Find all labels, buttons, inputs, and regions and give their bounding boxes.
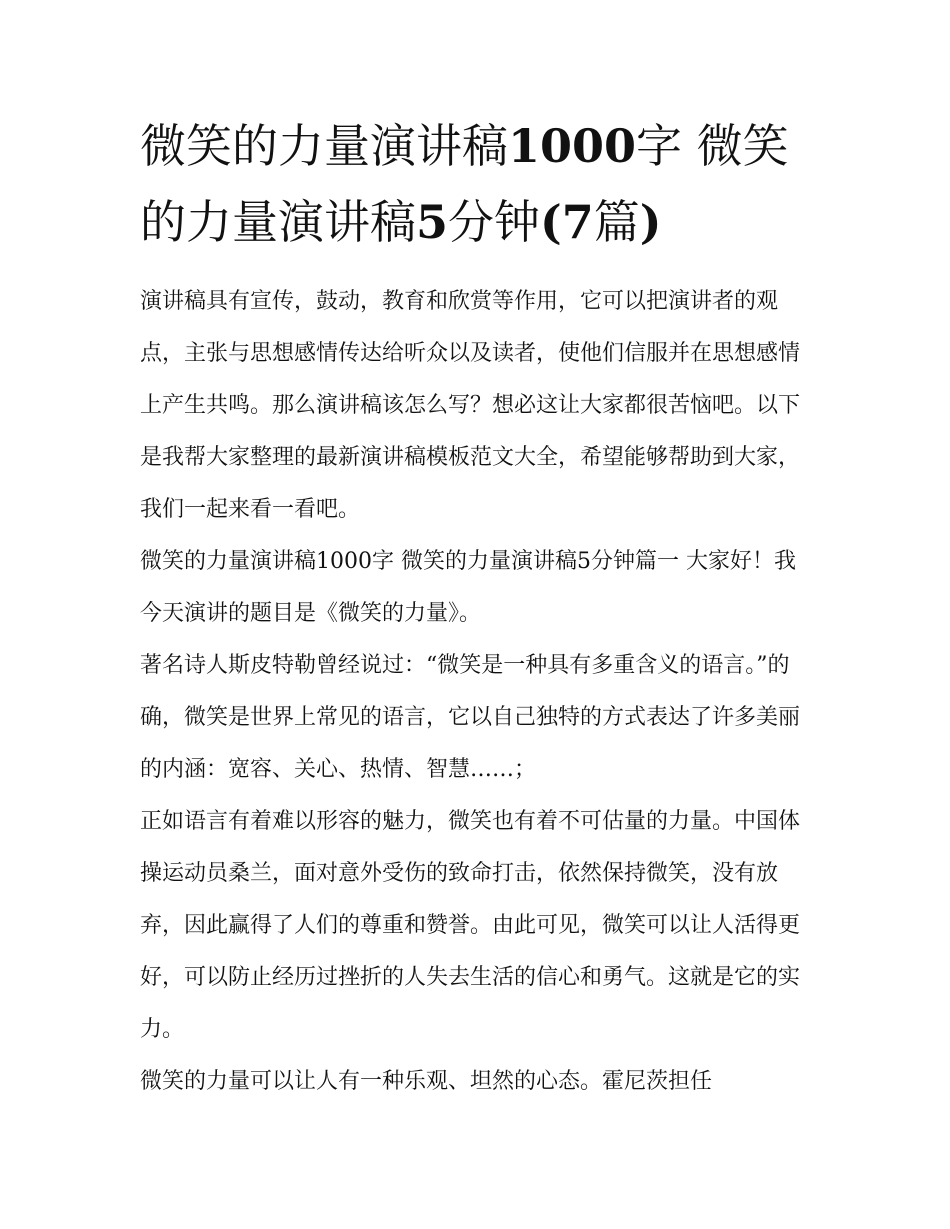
document-content (140, 108, 815, 1108)
document-body (140, 276, 815, 1108)
paragraph-greeting: 微笑的力量演讲稿1000字 微笑的力量演讲稿5分钟篇一 大家好！我今天演讲的题目是《微笑的力量》。 (140, 549, 796, 626)
paragraph-intro: 演讲稿具有宣传，鼓动，教育和欣赏等作用，它可以把演讲者的观点，主张与思想感情传达给听众以及读者，使他们信服并在思想感情上产生共鸣。那么演讲稿该怎么写？想必这让大家都很苦恼吧。以下是我帮大家整理的最新演讲稿模板范文大全，希望能够帮助到大家，我们一起来看一看吧。 (140, 289, 801, 522)
document-title: 微笑的力量演讲稿1000字 微笑的力量演讲稿5分钟(7篇) (140, 119, 789, 249)
paragraph-attitude: 微笑的力量可以让人有一种乐观、坦然的心态。霍尼茨担任 (140, 1069, 713, 1094)
paragraph-quote: 著名诗人斯皮特勒曾经说过：“微笑是一种具有多重含义的语言。”的确，微笑是世界上常见的语言，它以自己独特的方式表达了许多美丽的内涵：宽容、关心、热情、智慧……； (140, 653, 801, 782)
paragraph-power: 正如语言有着难以形容的魅力，微笑也有着不可估量的力量。中国体操运动员桑兰，面对意外受伤的致命打击，依然保持微笑，没有放弃，因此赢得了人们的尊重和赞誉。由此可见，微笑可以让人活得更好，可以防止经历过挫折的人失去生活的信心和勇气。这就是它的实力。 (140, 809, 801, 1042)
